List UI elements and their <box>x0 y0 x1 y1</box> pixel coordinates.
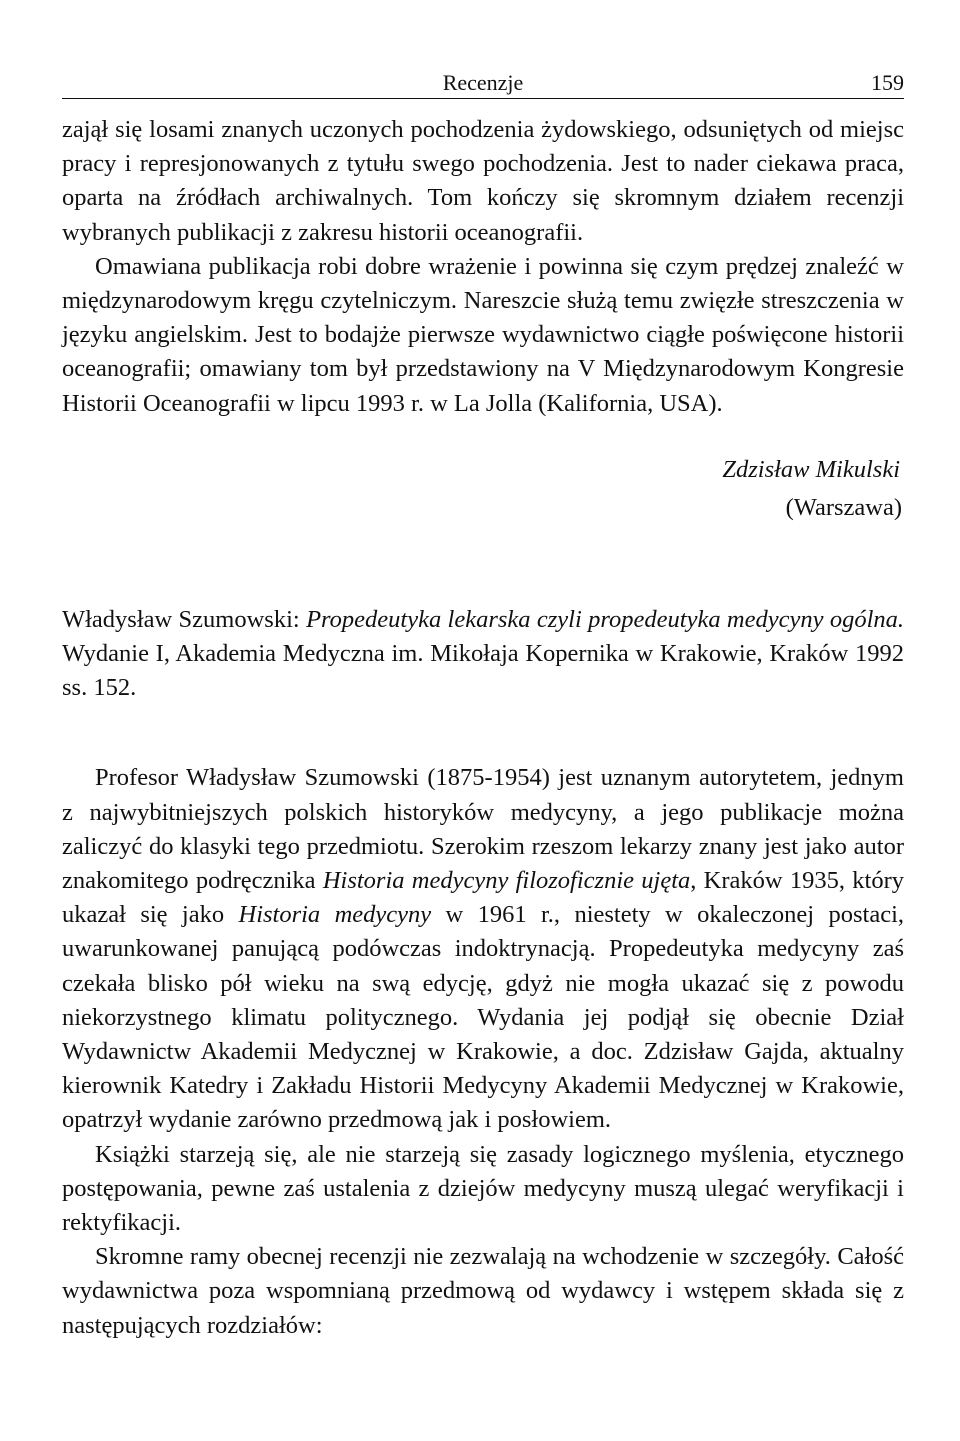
running-header <box>62 68 904 99</box>
cited-title: Historia medycyny <box>238 901 432 929</box>
paragraph-continuation: zajął się losami znanych uczonych pochodzenia żydowskiego, odsuniętych od miejsc pracy i represjonowanych z tytułu swego pochodzenia. Jest to nader ciekawa praca, oparta na źródłach archiwalnych. Tom kończy się skromnym działem recenzji wybranych publikacji z zakresu historii oceanografii. <box>62 116 904 246</box>
paragraph-text: w 1961 r., niestety w okaleczonej postaci, uwarunkowanej panującą podówczas indoktrynacją. Propedeutyka medycyny zaś czekała blisko pół wieku na swą edycję, gdyż nie mogła ukazać się z powodu niekorzystnego klimatu politycznego. Wydania jej podjął się obecnie Dział Wydawnictw Akademii Medycznej w Krakowie, a doc. Zdzisław Gajda, aktualny kierownik Katedry i Zakładu Historii Medycyny Akademii Medycznej w Krakowie, opatrzył wydanie zarówno przedmową jak i posłowiem. <box>62 901 905 1134</box>
page-body <box>62 113 904 1343</box>
signature-city: (Warszawa) <box>785 493 902 521</box>
bibliographic-entry <box>62 603 904 706</box>
section-title: Recenzje <box>442 70 524 95</box>
bib-title: Propedeutyka lekarska czyli propedeutyka medycyny ogólna. <box>306 605 904 633</box>
paragraph-introduction <box>62 761 904 1137</box>
paragraph-text: Profesor Władysław Szumowski (1875-1954) jest uznanym autorytetem, jednym z najwybitniejszych polskich historyków medycyny, a jego publikacje można zaliczyć do klasyki tego przedmiotu. Szerokim rzeszom lekarzy znany jest jako autor znakomitego podręcznika <box>62 764 904 895</box>
bib-author: Władysław Szumowski: <box>62 605 307 633</box>
cited-title: Historia medycyny filozoficznie ujęta <box>322 867 691 895</box>
paragraph-text: , Kraków 1935, który ukazał się jako <box>62 867 904 929</box>
paragraph-reflection: Książki starzeją się, ale nie starzeją się zasady logicznego myślenia, etycznego postępowania, pewne zaś ustalenia z dziejów medycyny muszą ulegać weryfikacji i rektyfikacji. <box>62 1140 904 1237</box>
review-signature <box>62 451 904 527</box>
paragraph-contents-intro: Skromne ramy obecnej recenzji nie zezwalają na wchodzenie w szczegóły. Całość wydawnictwa poza wspomnianą przedmową od wydawcy i wstępem składa się z następujących rozdziałów: <box>62 1243 904 1339</box>
page-number: 159 <box>871 70 904 95</box>
review-body <box>62 761 904 1342</box>
signature-author: Zdzisław Mikulski <box>722 455 900 483</box>
paragraph-assessment: Omawiana publikacja robi dobre wrażenie i powinna się czym prędzej znaleźć w międzynarodowym kręgu czytelniczym. Nareszcie służą temu zwięzłe streszczenia w języku angielskim. Jest to bodajże pierwsze wydawnictwo ciągłe poświęcone historii oceanografii; omawiany tom był przedstawiony na V Międzynarodowym Kongresie Historii Oceanografii w lipcu 1993 r. w La Jolla (Kalifornia, USA). <box>62 252 904 417</box>
bib-publication-details: Wydanie I, Akademia Medyczna im. Mikołaja Kopernika w Krakowie, Kraków 1992 ss. 152. <box>62 640 904 702</box>
